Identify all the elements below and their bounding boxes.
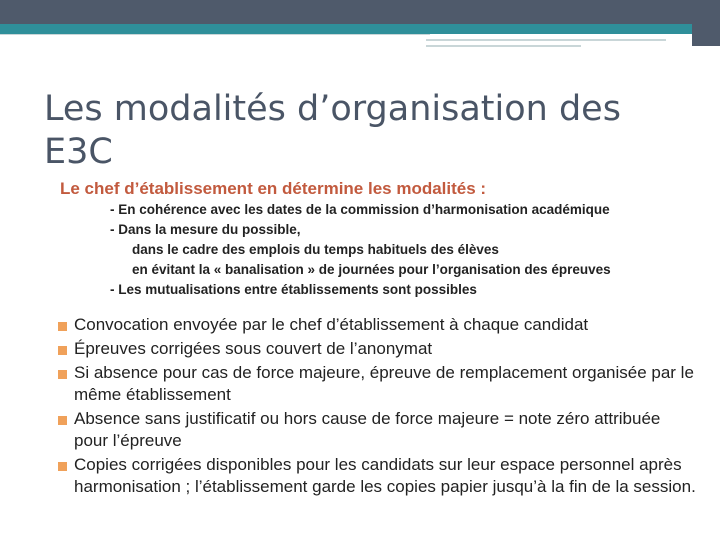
sub-item: dans le cadre des emplois du temps habituels des élèves bbox=[132, 242, 499, 257]
square-bullet-icon bbox=[58, 322, 67, 331]
bullet-text: Convocation envoyée par le chef d’établissement à chaque candidat bbox=[74, 315, 589, 334]
embedded-text-block bbox=[52, 178, 674, 300]
bullet-text: Épreuves corrigées sous couvert de l’anonymat bbox=[74, 339, 433, 358]
sub-item: - Les mutualisations entre établissements sont possibles bbox=[110, 282, 477, 297]
bullet-text: Copies corrigées disponibles pour les candidats sur leur espace personnel après harmonisation ; l’établissement garde les copies papier jusqu’à la fin de la session. bbox=[74, 455, 696, 496]
bullet-item bbox=[56, 338, 696, 360]
sub-item: - Dans la mesure du possible, bbox=[110, 222, 301, 237]
bullet-item bbox=[56, 408, 696, 452]
square-bullet-icon bbox=[58, 462, 67, 471]
bullet-text: Absence sans justificatif ou hors cause de force majeure = note zéro attribuée pour l’épreuve bbox=[74, 409, 661, 450]
accent-strip bbox=[0, 24, 720, 34]
square-bullet-icon bbox=[58, 370, 67, 379]
square-bullet-icon bbox=[58, 416, 67, 425]
decorative-line bbox=[426, 39, 666, 41]
bullet-item bbox=[56, 362, 696, 406]
square-bullet-icon bbox=[58, 346, 67, 355]
sub-item: en évitant la « banalisation » de journées pour l’organisation des épreuves bbox=[132, 262, 611, 277]
slide-title: Les modalités d’organisation des E3C bbox=[44, 89, 621, 172]
header-divider bbox=[0, 34, 430, 35]
bullet-item bbox=[56, 314, 696, 336]
bullet-list bbox=[56, 314, 696, 500]
decorative-line bbox=[426, 45, 581, 47]
top-bar bbox=[0, 0, 720, 24]
corner-block bbox=[692, 0, 720, 46]
block-heading: Le chef d’établissement en détermine les modalités : bbox=[60, 179, 487, 198]
bullet-item bbox=[56, 454, 696, 498]
bullet-text: Si absence pour cas de force majeure, épreuve de remplacement organisée par le même établissement bbox=[74, 363, 694, 404]
sub-item: - En cohérence avec les dates de la commission d’harmonisation académique bbox=[110, 202, 610, 217]
